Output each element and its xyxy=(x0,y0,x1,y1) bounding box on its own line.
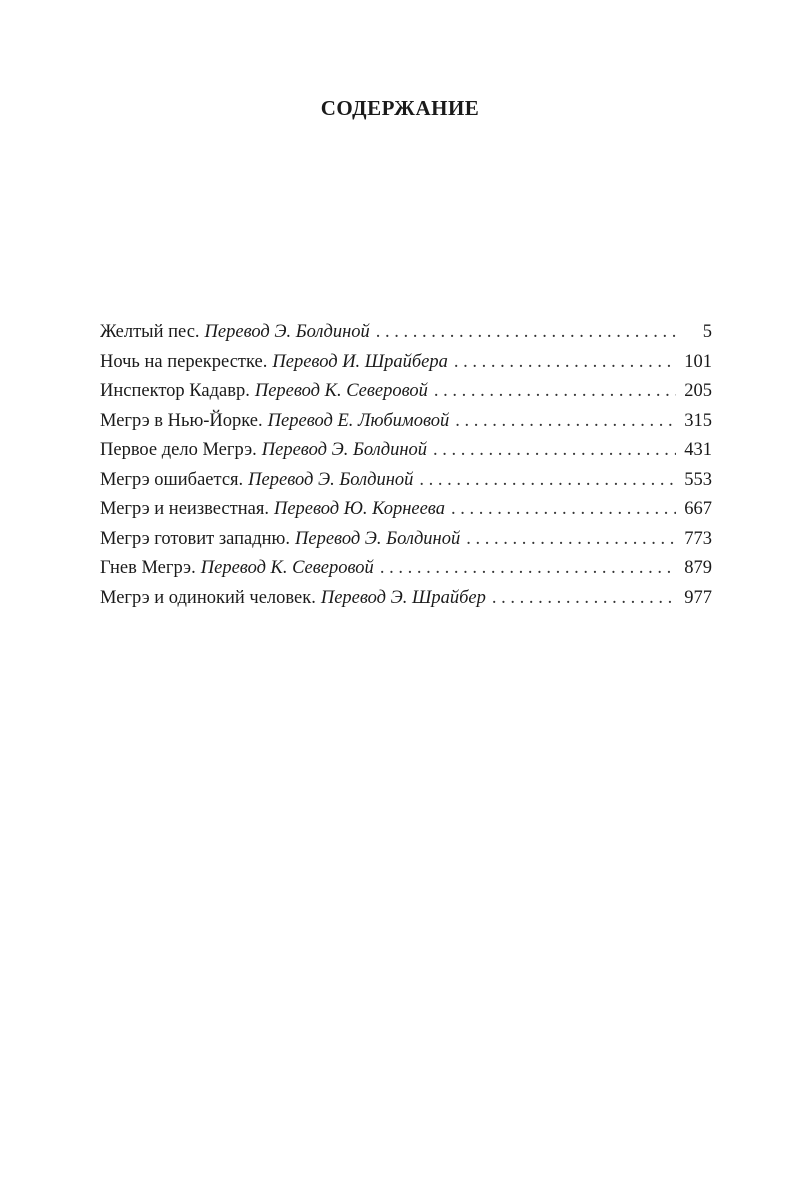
entry-translator: Перевод Э. Болдиной xyxy=(261,440,427,460)
entry-translator: Перевод И. Шрайбера xyxy=(272,351,448,372)
toc-entry xyxy=(100,318,712,348)
dot-leader xyxy=(376,318,676,348)
entry-translator: Перевод Э. Болдиной xyxy=(295,528,461,549)
entry-translator: Перевод Э. Болдиной xyxy=(204,322,370,342)
dot-leader xyxy=(466,525,676,555)
dot-leader xyxy=(454,348,676,378)
entry-title: Гнев Мегрэ. xyxy=(100,558,196,578)
entry-page-number: 879 xyxy=(684,558,712,578)
entry-title: Инспектор Кадавр. xyxy=(100,381,250,401)
entry-title: Мегрэ ошибается. xyxy=(100,469,244,490)
entry-title: Желтый пес. xyxy=(100,322,200,342)
toc-entry xyxy=(100,584,712,614)
entry-translator: Перевод Э. Шрайбер xyxy=(320,587,486,608)
toc-entry xyxy=(100,554,712,584)
dot-leader xyxy=(380,554,676,584)
dot-leader xyxy=(492,584,676,614)
toc-entry xyxy=(100,466,712,496)
toc-entry xyxy=(100,407,712,437)
table-of-contents xyxy=(100,318,712,613)
entry-title: Мегрэ и неизвестная. xyxy=(100,499,269,519)
entry-translator: Перевод Э. Болдиной xyxy=(248,469,414,490)
entry-page-number: 5 xyxy=(702,322,712,342)
entry-title: Ночь на перекрестке. xyxy=(100,351,268,372)
dot-leader xyxy=(455,407,676,437)
entry-translator: Перевод Ю. Корнеева xyxy=(273,499,445,519)
entry-title: Первое дело Мегрэ. xyxy=(100,440,257,460)
entry-translator: Перевод К. Северовой xyxy=(200,558,374,578)
entry-translator: Перевод К. Северовой xyxy=(254,381,428,401)
entry-title: Мегрэ в Нью-Йорке. xyxy=(100,410,263,431)
dot-leader xyxy=(451,495,676,525)
toc-entry xyxy=(100,495,712,525)
entry-page-number: 553 xyxy=(684,469,712,490)
entry-title: Мегрэ и одинокий человек. xyxy=(100,587,316,608)
toc-entry xyxy=(100,348,712,378)
entry-title: Мегрэ готовит западню. xyxy=(100,528,290,549)
toc-entry xyxy=(100,525,712,555)
entry-translator: Перевод Е. Любимовой xyxy=(267,410,450,431)
entry-page-number: 431 xyxy=(684,440,712,460)
entry-page-number: 773 xyxy=(684,528,712,549)
dot-leader xyxy=(419,466,676,496)
dot-leader xyxy=(433,436,676,466)
toc-entry xyxy=(100,377,712,407)
toc-entry xyxy=(100,436,712,466)
entry-page-number: 315 xyxy=(684,410,712,431)
dot-leader xyxy=(434,377,676,407)
page-title: СОДЕРЖАНИЕ xyxy=(320,96,480,120)
entry-page-number: 205 xyxy=(684,381,712,401)
entry-page-number: 101 xyxy=(684,351,712,372)
entry-page-number: 667 xyxy=(684,499,712,519)
entry-page-number: 977 xyxy=(684,587,712,608)
